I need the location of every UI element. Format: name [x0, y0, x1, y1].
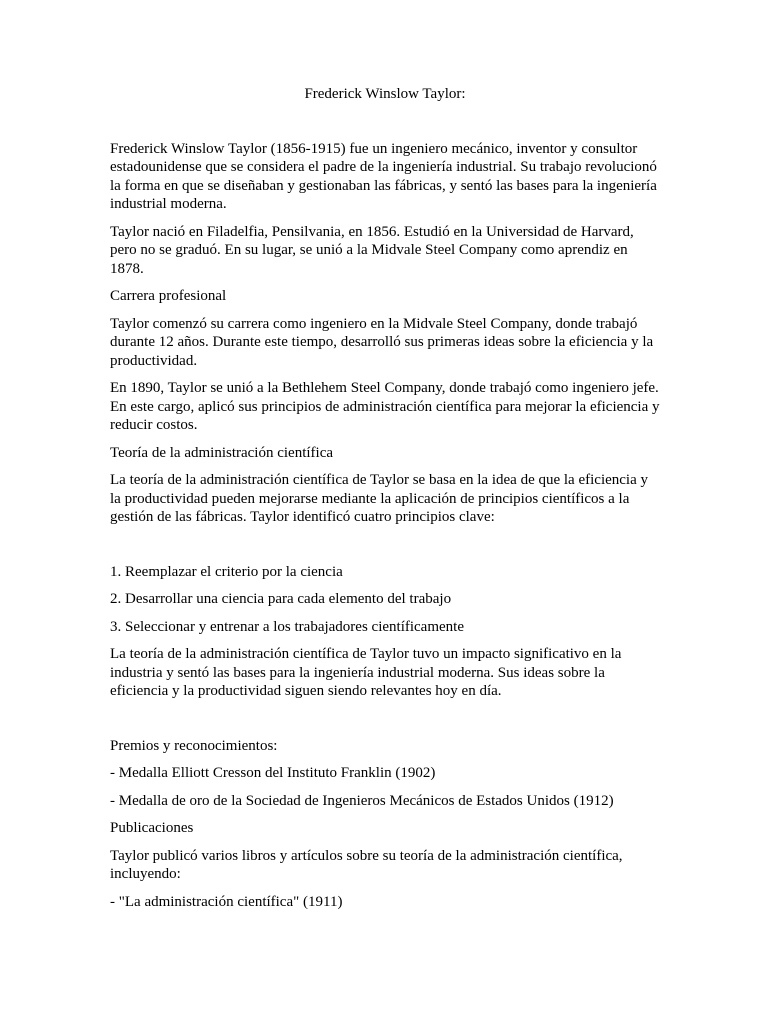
document-page: [110, 85, 660, 920]
paragraph-publications-intro: Taylor publicó varios libros y artículos sobre su teoría de la administración científica, incluyendo:: [110, 847, 623, 882]
list-item-principle-2: 2. Desarrollar una ciencia para cada elemento del trabajo: [110, 591, 452, 607]
list-item-publication-1: - "La administración científica" (1911): [110, 893, 343, 910]
heading-theory: Teoría de la administración científica: [110, 444, 334, 461]
paragraph-theory-2: La teoría de la administración científica de Taylor tuvo un impacto significativo en la industria y sentó las bases para la ingeniería industrial moderna. Sus ideas sobre la eficiencia y la productividad siguen siendo relevantes hoy en día.: [110, 646, 622, 699]
heading-publications: Publicaciones: [110, 820, 194, 836]
list-item-principle-3: 3. Seleccionar y entrenar a los trabajadores científicamente: [110, 618, 464, 635]
paragraph-birth: Taylor nació en Filadelfia, Pensilvania, en 1856. Estudió en la Universidad de Harvard, pero no se graduó. En su lugar, se unió a la Midvale Steel Company como aprendiz en 1878.: [110, 223, 634, 277]
list-item-principle-1: 1. Reemplazar el criterio por la ciencia: [110, 563, 343, 580]
heading-awards: Premios y reconocimientos:: [110, 737, 278, 754]
paragraph-theory-1: La teoría de la administración científica de Taylor se basa en la idea de que la eficiencia y la productividad pueden mejorarse mediante la aplicación de principios científicos a la gestión de las fábricas. Taylor identificó cuatro principios clave:: [110, 472, 649, 525]
paragraph-career-1: Taylor comenzó su carrera como ingeniero en la Midvale Steel Company, donde trabajó durante 12 años. Durante este tiempo, desarrolló sus primeras ideas sobre la eficiencia y la productividad.: [110, 315, 654, 369]
paragraph-career-2: En 1890, Taylor se unió a la Bethlehem Steel Company, donde trabajó como ingeniero jefe. En este cargo, aplicó sus principios de administración científica para mejorar la eficiencia y reducir costos.: [110, 380, 660, 433]
list-item-award-2: - Medalla de oro de la Sociedad de Ingenieros Mecánicos de Estados Unidos (1912): [110, 792, 614, 809]
heading-career: Carrera profesional: [110, 288, 227, 304]
paragraph-intro: Frederick Winslow Taylor (1856-1915) fue un ingeniero mecánico, inventor y consultor estadounidense que se considera el padre de la ingeniería industrial. Su trabajo revolucionó la forma en que se diseñaban y gestionaban las fábricas, y sentó las bases para la ingeniería industrial moderna.: [110, 140, 657, 212]
list-item-award-1: - Medalla Elliott Cresson del Instituto Franklin (1902): [110, 765, 436, 781]
document-title: Frederick Winslow Taylor:: [304, 86, 466, 102]
